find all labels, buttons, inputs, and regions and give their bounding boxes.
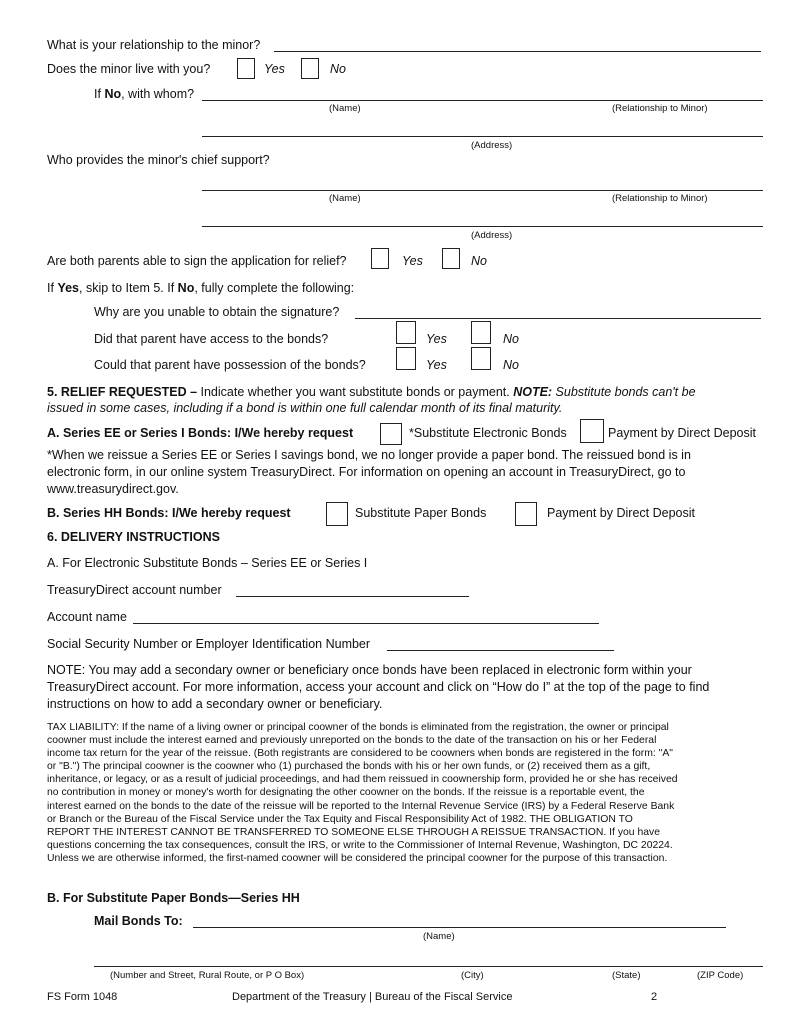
why-unable-input[interactable] (355, 318, 761, 319)
substitute-paper-checkbox[interactable] (326, 502, 348, 526)
with-whom-label: If No, with whom? (94, 87, 195, 101)
possession-no-label: No (503, 358, 519, 372)
possession-yes-checkbox[interactable] (396, 347, 416, 370)
td-account-input[interactable] (236, 596, 469, 597)
series-b-label: B. Series HH Bonds: I/We hereby request (47, 506, 291, 520)
both-parents-yes-label: Yes (402, 254, 423, 268)
series-a-direct-deposit-label: Payment by Direct Deposit (608, 426, 756, 440)
mail-address-input[interactable] (94, 966, 763, 967)
substitute-electronic-checkbox[interactable] (380, 423, 402, 445)
caption-street: (Number and Street, Rural Route, or P O Box) (110, 970, 305, 981)
access-yes-label: Yes (426, 332, 447, 346)
td-account-label: TreasuryDirect account number (47, 583, 222, 597)
possession-yes-label: Yes (426, 358, 447, 372)
live-with-yes-label: Yes (264, 62, 285, 76)
section6-sub-a: A. For Electronic Substitute Bonds – Series EE or Series I (47, 556, 368, 570)
caption-relationship: (Relationship to Minor) (612, 193, 708, 204)
live-with-yes-checkbox[interactable] (237, 58, 255, 79)
caption-name: (Name) (329, 103, 361, 114)
why-unable-question: Why are you unable to obtain the signature? (94, 305, 340, 319)
access-no-checkbox[interactable] (471, 321, 491, 344)
caption-name: (Name) (423, 931, 455, 942)
tax-liability-paragraph: TAX LIABILITY: If the name of a living owner or principal coowner of the bonds is eliminated from the registration, the owner or principal coowner must include the interest earned and previously unreported on the bonds to the date of the transaction on his or her Federal income tax return for the year of the reissue. (Both registrants are considered to be coowners when bonds are registered in the form: "A" or "B.") The principal coowner is the coowner who (1) purchased the bonds with his or her own funds, or (2) received them as a gift, inheritance, or legacy, or as a result of judicial proceedings, and had them reissued in coownership form, provided he or she has received no contribution in money or money's worth for designating the other coowner on the bonds. If the reissue is a reportable event, the interest earned on the bonds to the date of the reissue will be reported to the Internal Revenue Service (IRS) by a Federal Reserve Bank or Branch or the Bureau of the Fiscal Service under the Tax Equity and Fiscal Responsibility Act of 1982. THE OBLIGATION TO REPORT THE INTEREST CANNOT BE TRANSFERRED TO SOMEONE ELSE THROUGH A REISSUE TRANSACTION. If you have questions concerning the tax consequences, consult the IRS, or write to the Commissioner of Internal Revenue, Washington, DC 20224. Unless we are otherwise informed, the first-named coowner will be considered the principal coowner for the purpose of this transaction. (47, 722, 678, 864)
live-with-question: Does the minor live with you? (47, 62, 211, 76)
possession-question: Could that parent have possession of the bonds? (94, 358, 366, 372)
live-with-no-checkbox[interactable] (301, 58, 319, 79)
caption-name: (Name) (329, 193, 361, 204)
section5-line2: issued in some cases, including if a bond is within one full calendar month of its final maturity. (47, 401, 563, 415)
paper-bonds-heading: B. For Substitute Paper Bonds—Series HH (47, 891, 300, 905)
caption-address: (Address) (471, 140, 513, 151)
both-parents-yes-checkbox[interactable] (371, 248, 389, 269)
secondary-owner-note: NOTE: You may add a secondary owner or beneficiary once bonds have been replaced in electronic form within your TreasuryDirect account. For more information, access your account and click on “How do I” at the top of the page to find instructions on how to add a secondary owner or beneficiary. (47, 663, 710, 711)
both-parents-question: Are both parents able to sign the application for relief? (47, 254, 347, 268)
access-question: Did that parent have access to the bonds? (94, 332, 329, 346)
footer-department: Department of the Treasury | Bureau of the Fiscal Service (232, 991, 513, 1003)
footer-page-number: 2 (651, 991, 658, 1003)
mail-name-input[interactable] (193, 927, 726, 928)
account-name-input[interactable] (133, 623, 599, 624)
access-yes-checkbox[interactable] (396, 321, 416, 344)
ssn-input[interactable] (387, 650, 614, 651)
account-name-label: Account name (47, 610, 127, 624)
both-parents-no-label: No (471, 254, 487, 268)
with-whom-name-input[interactable] (202, 100, 763, 101)
section6-heading: 6. DELIVERY INSTRUCTIONS (47, 530, 220, 544)
if-yes-instruction: If Yes, skip to Item 5. If No, fully complete the following: (47, 281, 355, 295)
possession-no-checkbox[interactable] (471, 347, 491, 370)
caption-state: (State) (612, 970, 641, 981)
caption-address: (Address) (471, 230, 513, 241)
both-parents-no-checkbox[interactable] (442, 248, 460, 269)
with-whom-address-input[interactable] (202, 136, 763, 137)
access-no-label: No (503, 332, 519, 346)
footer-form-number: FS Form 1048 (47, 991, 118, 1003)
caption-relationship: (Relationship to Minor) (612, 103, 708, 114)
caption-city: (City) (461, 970, 484, 981)
chief-support-address-input[interactable] (202, 226, 763, 227)
substitute-paper-label: Substitute Paper Bonds (355, 506, 487, 520)
series-a-direct-deposit-checkbox[interactable] (580, 419, 604, 443)
series-b-direct-deposit-label: Payment by Direct Deposit (547, 506, 695, 520)
series-a-label: A. Series EE or Series I Bonds: I/We hereby request (47, 426, 354, 440)
chief-support-name-input[interactable] (202, 190, 763, 191)
series-b-direct-deposit-checkbox[interactable] (515, 502, 537, 526)
reissue-note: *When we reissue a Series EE or Series I savings bond, we no longer provide a paper bond. The reissued bond is in electronic form, in our online system TreasuryDirect. For information on opening an account in TreasuryDirect, go to www.treasurydirect.gov. (47, 448, 691, 496)
section5-line1: 5. RELIEF REQUESTED – Indicate whether you want substitute bonds or payment. NOTE: Substitute bonds can't be (47, 385, 696, 399)
chief-support-question: Who provides the minor's chief support? (47, 153, 270, 167)
live-with-no-label: No (330, 62, 346, 76)
relationship-question: What is your relationship to the minor? (47, 38, 261, 52)
ssn-label: Social Security Number or Employer Identification Number (47, 637, 371, 651)
relationship-input[interactable] (274, 51, 761, 52)
substitute-electronic-label: *Substitute Electronic Bonds (409, 426, 567, 440)
caption-zip: (ZIP Code) (697, 970, 744, 981)
mail-bonds-label: Mail Bonds To: (94, 914, 183, 928)
